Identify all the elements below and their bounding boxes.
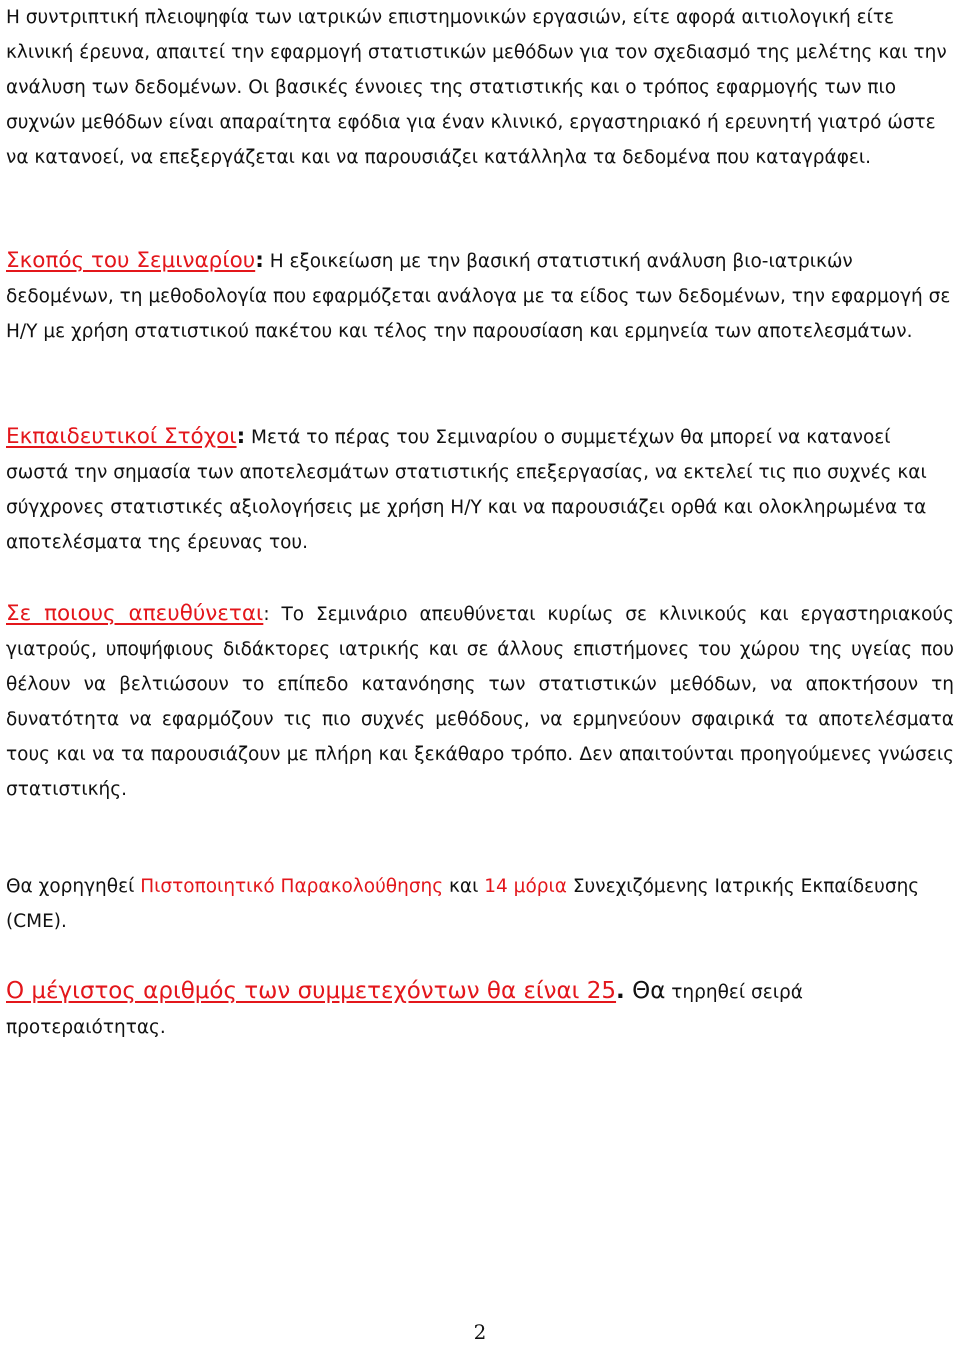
purpose-heading: Σκοπός του Σεμιναρίου bbox=[6, 248, 256, 273]
page-number: 2 bbox=[473, 1320, 487, 1344]
objectives-paragraph bbox=[6, 419, 954, 560]
objectives-colon: : bbox=[236, 424, 246, 449]
audience-paragraph bbox=[6, 596, 954, 807]
capacity-paragraph bbox=[6, 974, 954, 1045]
purpose-text: Η εξοικείωση με την βασική στατιστική ανάλυση βιο-ιατρικών δεδομένων, τη μεθοδολογία που εφαρμόζεται ανάλογα με τα είδος των δεδομένων, την εφαρμογή σε Η/Υ με χρήση στατιστικού πακέτου και τέλος την παρουσίαση και ερμηνεία των αποτελεσμάτων. bbox=[6, 251, 951, 342]
certificate-part1: Θα χορηγηθεί bbox=[6, 876, 141, 897]
capacity-period: . bbox=[616, 978, 625, 1004]
certificate-highlight: Πιστοποιητικό Παρακολούθησης bbox=[140, 876, 444, 897]
audience-heading: Σε ποιους απευθύνεται bbox=[6, 601, 264, 626]
capacity-highlight: Ο μέγιστος αριθμός των συμμετεχόντων θα είναι 25 bbox=[6, 978, 617, 1004]
intro-paragraph: Η συντριπτική πλειοψηφία των ιατρικών επιστημονικών εργασιών, είτε αφορά αιτιολογική είτε κλινική έρευνα, απαιτεί την εφαρμογή στατιστικών μεθόδων για τον σχεδιασμό της μελέτης και την ανάλυση των δεδομένων. Οι βασικές έννοιες της στατιστικής και ο τρόπος εφαρμογής των πιο συχνών μεθόδων είναι απαραίτητα εφόδια για έναν κλινικό, εργαστηριακό ή ερευνητή γιατρό ώστε να κατανοεί, να επεξεργάζεται και να παρουσιάζει κατάλληλα τα δεδομένα που καταγράφει. bbox=[6, 7, 947, 168]
certificate-part3: Συνεχιζόμενης Ιατρικής Εκπαίδευσης (CME). bbox=[6, 876, 920, 932]
purpose-colon: : bbox=[255, 248, 264, 273]
certificate-part2: και bbox=[443, 876, 485, 897]
certificate-paragraph bbox=[6, 869, 954, 939]
objectives-text: Μετά το πέρας του Σεμιναρίου ο συμμετέχων θα μπορεί να κατανοεί σωστά την σημασία των αποτελεσμάτων στατιστικής επεξεργασίας, να εκτελεί τις πιο συχνές και σύγχρονες στατιστικές αξιολογήσεις με χρήση Η/Υ και να παρουσιάζει ορθά και ολοκληρωμένα τα αποτελέσματα της έρευνας του. bbox=[6, 427, 927, 553]
audience-text: Το Σεμινάριο απευθύνεται κυρίως σε κλινικούς και εργαστηριακούς γιατρούς, υποψήφιους διδάκτορες ιατρικής και σε άλλους επιστήμονες του χώρου της υγείας που θέλουν να βελτιώσουν το επίπεδο κατανόησης των στατιστικών μεθόδων, να αποκτήσουν τη δυνατότητα να εφαρμόζουν τις πιο συχνές μεθόδους, να ερμηνεύουν σφαιρικά τα αποτελέσματα τους και να τα παρουσιάζουν με πλήρη και ξεκάθαρο τρόπο. Δεν απαιτούνται προηγούμενες γνώσεις στατιστικής. bbox=[6, 604, 954, 800]
audience-colon: : bbox=[263, 604, 270, 625]
capacity-rest: τηρηθεί σειρά προτεραιότητας. bbox=[6, 982, 803, 1038]
capacity-rest-big: Θα bbox=[624, 978, 666, 1004]
objectives-heading: Εκπαιδευτικοί Στόχοι bbox=[6, 424, 237, 449]
purpose-paragraph bbox=[6, 243, 954, 349]
cme-credits: 14 μόρια bbox=[484, 876, 567, 897]
